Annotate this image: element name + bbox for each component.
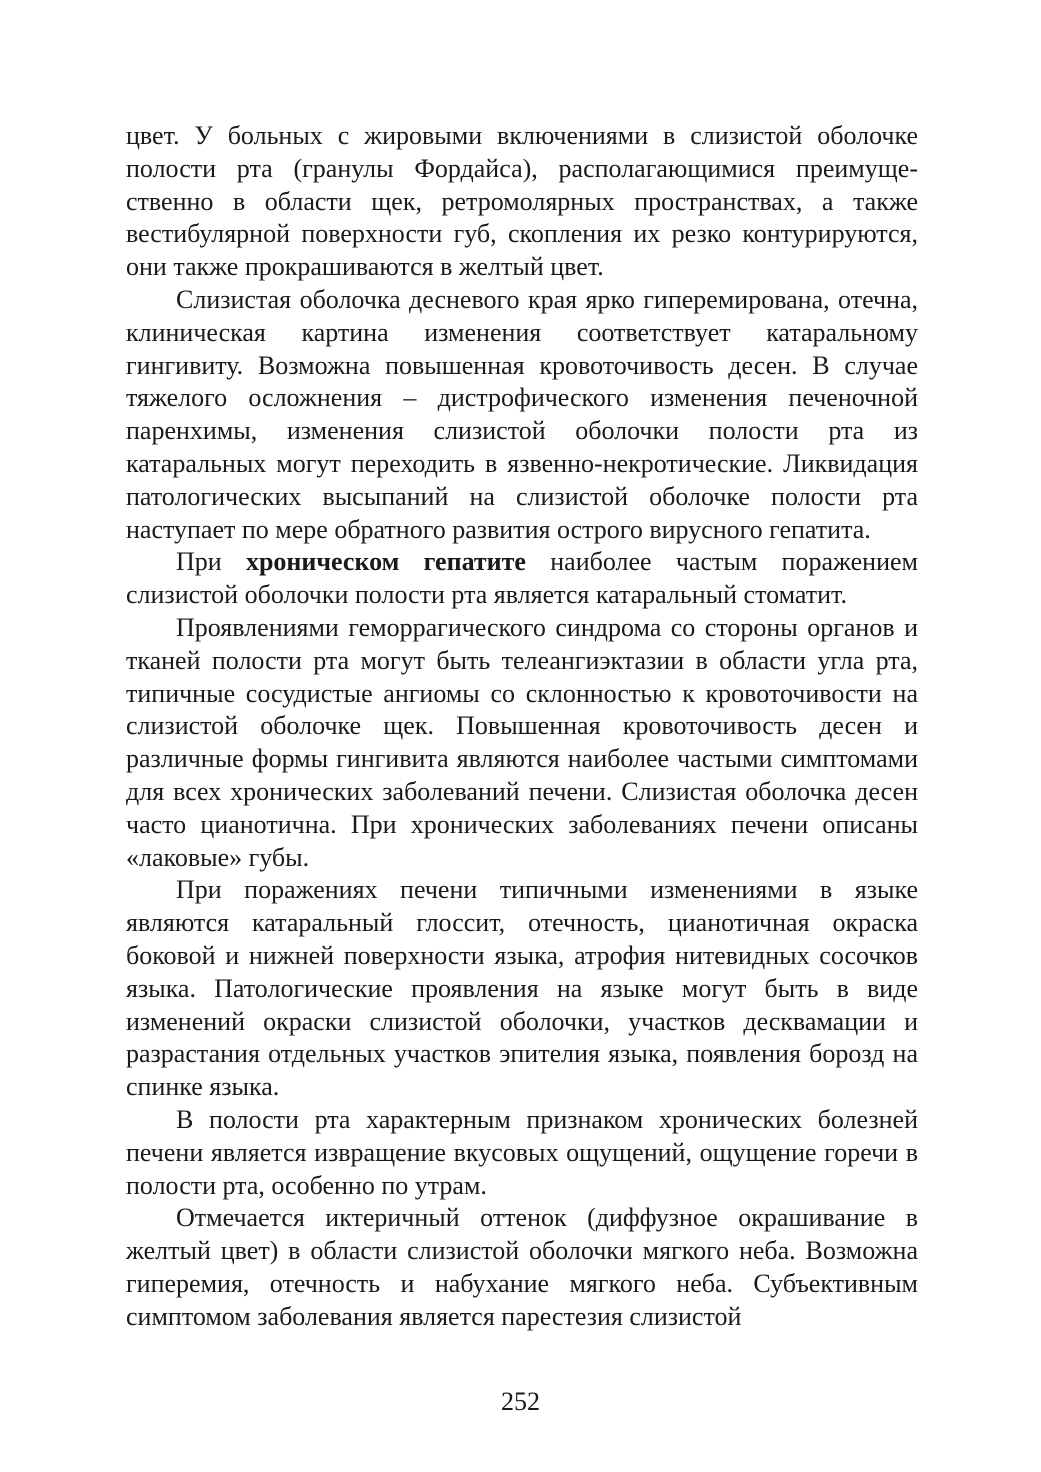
paragraph-7: Отмечается иктеричный оттенок (диффузное окрашивание в желтый цвет) в области слизистой оболочки мягкого неба. Возможна гиперемия, отечность и набухание мягкого неба. Субъективным симптомом заболевания является парестезия слизистой xyxy=(126,1203,918,1331)
paragraph-3-lead: При xyxy=(176,547,246,577)
page-number: 252 xyxy=(501,1387,540,1416)
page-body xyxy=(126,120,918,1333)
paragraph-5: При поражениях печени типичными изменениями в языке являются катаральный глоссит, отечность, цианотичная окраска боковой и нижней поверхности языка, атрофия нитевидных сосочков языка. Патологические проявления на языке могут быть в виде изменений окраски слизистой оболочки, участков десквамации и разрастания отдельных участков эпителия языка, появления борозд на спинке языка. xyxy=(126,875,918,1102)
paragraph-3-rest: наиболее частым поражением слизистой оболочки полости рта является катаральный стоматит. xyxy=(126,547,918,610)
paragraph-1: цвет. У больных с жировыми включениями в слизистой оболочке полости рта (гранулы Фордайса), располагающимися преимущественно в области щек, ретромолярных пространствах, а также вестибулярной поверхности губ, скопления их резко контурируются, они также прокрашиваются в желтый цвет. xyxy=(126,121,918,282)
paragraph-4: Проявлениями геморрагического синдрома со стороны органов и тканей полости рта могут быть телеангиэктазии в области угла рта, типичные сосудистые ангиомы со склонностью к кровоточивости на слизистой оболочке щек. Повышенная кровоточивость десен и различные формы гингивита являются наиболее частыми симптомами для всех хронических заболеваний печени. Слизистая оболочка десен часто цианотична. При хронических заболеваниях печени описаны «лаковые» губы. xyxy=(126,612,918,872)
paragraph-6: В полости рта характерным признаком хронических болезней печени является извращение вкусовых ощущений, ощущение горечи в полости рта, особенно по утрам. xyxy=(126,1104,918,1200)
paragraph-2: Слизистая оболочка десневого края ярко гиперемирована, отечна, клиническая картина изменения соответствует катаральному гингивиту. Возможна повышенная кровоточивость десен. В случае тяжелого осложнения – дистрофического изменения печеночной паренхимы, изменения слизистой оболочки полости рта из катаральных могут переходить в язвенно-некротические. Ликвидация патологических высыпаний на слизистой оболочке полости рта наступает по мере обратного развития острого вирусного гепатита. xyxy=(126,284,918,544)
paragraph-3 xyxy=(126,546,918,612)
term-chronic-hepatitis: хроническом гепатите xyxy=(245,547,526,577)
